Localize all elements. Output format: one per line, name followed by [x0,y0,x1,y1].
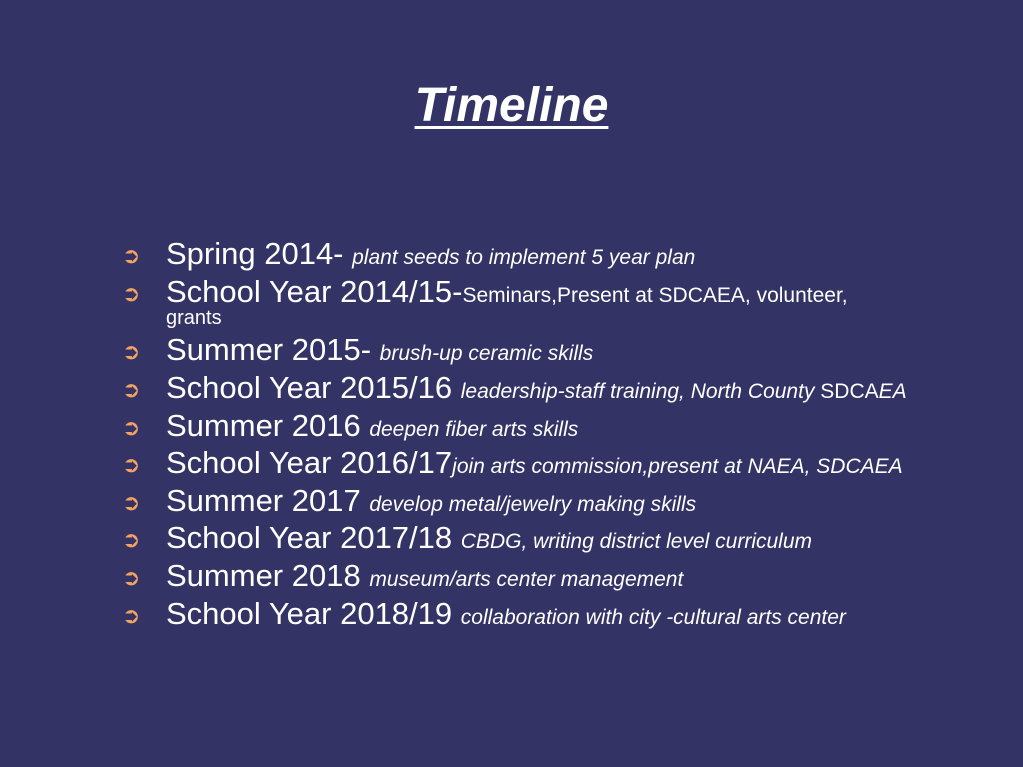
list-item [122,445,1002,481]
list-item [122,332,1002,368]
timeline-list [122,236,1002,633]
curved-arrow-bullet-icon: ➲ [122,602,141,628]
curved-arrow-bullet-icon: ➲ [122,243,141,268]
item-desc: brush-up ceramic skills [379,342,594,366]
list-item [122,370,1002,406]
curved-arrow-bullet-icon: ➲ [122,565,141,591]
list-item [122,408,1002,444]
item-desc: collaboration with city -cultural arts center [460,605,846,629]
item-desc: develop metal/jewelry making skills [369,492,697,516]
curved-arrow-bullet-icon: ➲ [122,280,141,306]
item-desc: plant seeds to implement 5 year plan [352,246,696,269]
item-desc: join arts commission,present at NAEA, SDCAEA [452,455,903,479]
item-head: Summer 2016 [166,407,370,443]
item-desc: leadership-staff training, North County [460,379,821,403]
list-item [122,483,1002,519]
item-desc: deepen fiber arts skills [369,417,579,441]
item-desc: Seminars,Present at SDCAEA, volunteer, [462,283,848,307]
item-head: School Year 2018/19 [166,595,461,631]
item-head: School Year 2015/16 [166,369,461,405]
list-item [122,558,1002,594]
item-desc: museum/arts center management [369,568,684,592]
list-item [122,596,1002,632]
list-item [122,236,1002,272]
item-head: Spring 2014- [166,236,353,271]
list-item [122,520,1002,556]
curved-arrow-bullet-icon: ➲ [122,376,141,402]
item-head: Summer 2018 [166,558,370,594]
curved-arrow-bullet-icon: ➲ [122,489,141,515]
item-head: School Year 2016/17 [166,445,453,481]
curved-arrow-bullet-icon: ➲ [122,527,141,553]
item-head: School Year 2014/15- [166,273,463,309]
slide-title: Timeline [414,79,609,132]
curved-arrow-bullet-icon: ➲ [122,339,141,365]
item-head: School Year 2017/18 [166,520,461,556]
item-desc: CBDG, writing district level curriculum [460,530,813,554]
item-head: Summer 2017 [166,482,370,518]
item-desc-end: EA [878,379,907,403]
item-desc-continued: grants [166,307,222,330]
list-item [122,274,1002,331]
item-head: Summer 2015- [166,332,380,368]
curved-arrow-bullet-icon: ➲ [122,452,141,478]
item-desc-upright: SDCA [820,379,879,403]
curved-arrow-bullet-icon: ➲ [122,414,141,440]
